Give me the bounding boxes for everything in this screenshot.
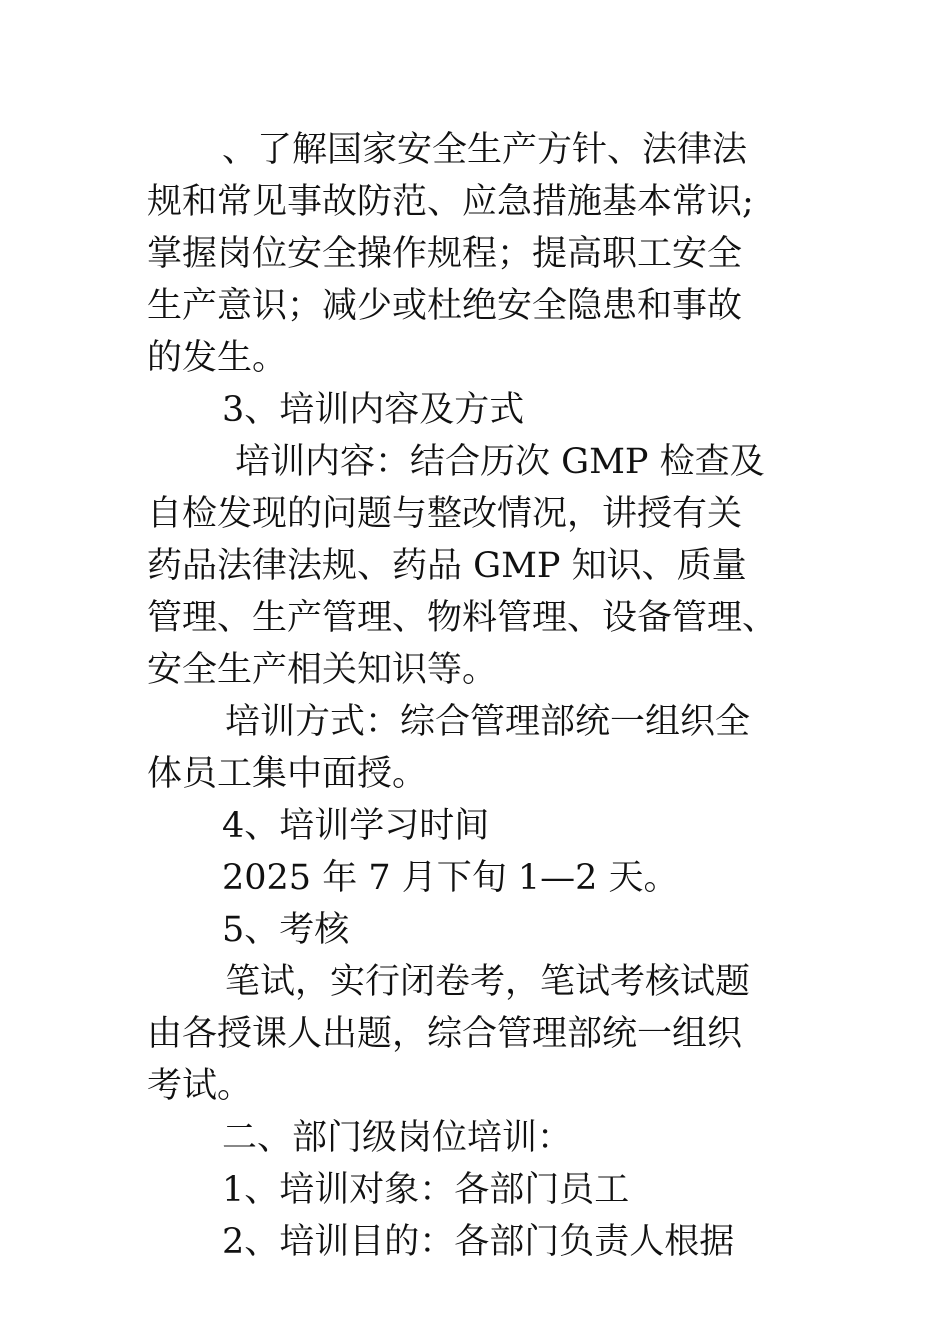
section-heading: 4、培训学习时间	[222, 806, 490, 846]
paragraph-line: 的发生。	[147, 338, 288, 378]
paragraph-line: 安全生产相关知识等。	[147, 650, 498, 690]
paragraph-line: 由各授课人出题，综合管理部统一组织	[147, 1014, 743, 1054]
paragraph-line: 药品法律法规、药品 GMP 知识、质量	[147, 546, 747, 586]
section-heading: 5、考核	[222, 910, 350, 950]
document-body	[147, 124, 827, 1268]
section-heading: 3、培训内容及方式	[222, 390, 525, 430]
paragraph-line: 2、培训目的：各部门负责人根据	[222, 1222, 735, 1262]
paragraph-line: 培训方式：综合管理部统一组织全	[225, 702, 751, 742]
paragraph-line: 生产意识；减少或杜绝安全隐患和事故	[147, 286, 743, 326]
paragraph-line: 1、培训对象：各部门员工	[222, 1170, 630, 1210]
paragraph-line: 培训内容：结合历次 GMP 检查及	[235, 442, 765, 482]
paragraph-line: 体员工集中面授。	[147, 754, 428, 794]
section-heading: 二、部门级岗位培训：	[222, 1118, 573, 1158]
paragraph-line: 自检发现的问题与整改情况，讲授有关	[147, 494, 743, 534]
paragraph-line: 掌握岗位安全操作规程；提高职工安全	[147, 234, 743, 274]
paragraph-line: 笔试，实行闭卷考，笔试考核试题	[225, 962, 751, 1002]
paragraph-line: 考试。	[147, 1066, 253, 1106]
paragraph-line: 规和常见事故防范、应急措施基本常识;	[147, 182, 754, 222]
paragraph-line: 管理、生产管理、物料管理、设备管理、	[147, 598, 778, 638]
paragraph-line: 、了解国家安全生产方针、法律法	[222, 130, 748, 170]
paragraph-line: 2025 年 7 月下旬 1—2 天。	[222, 858, 679, 898]
